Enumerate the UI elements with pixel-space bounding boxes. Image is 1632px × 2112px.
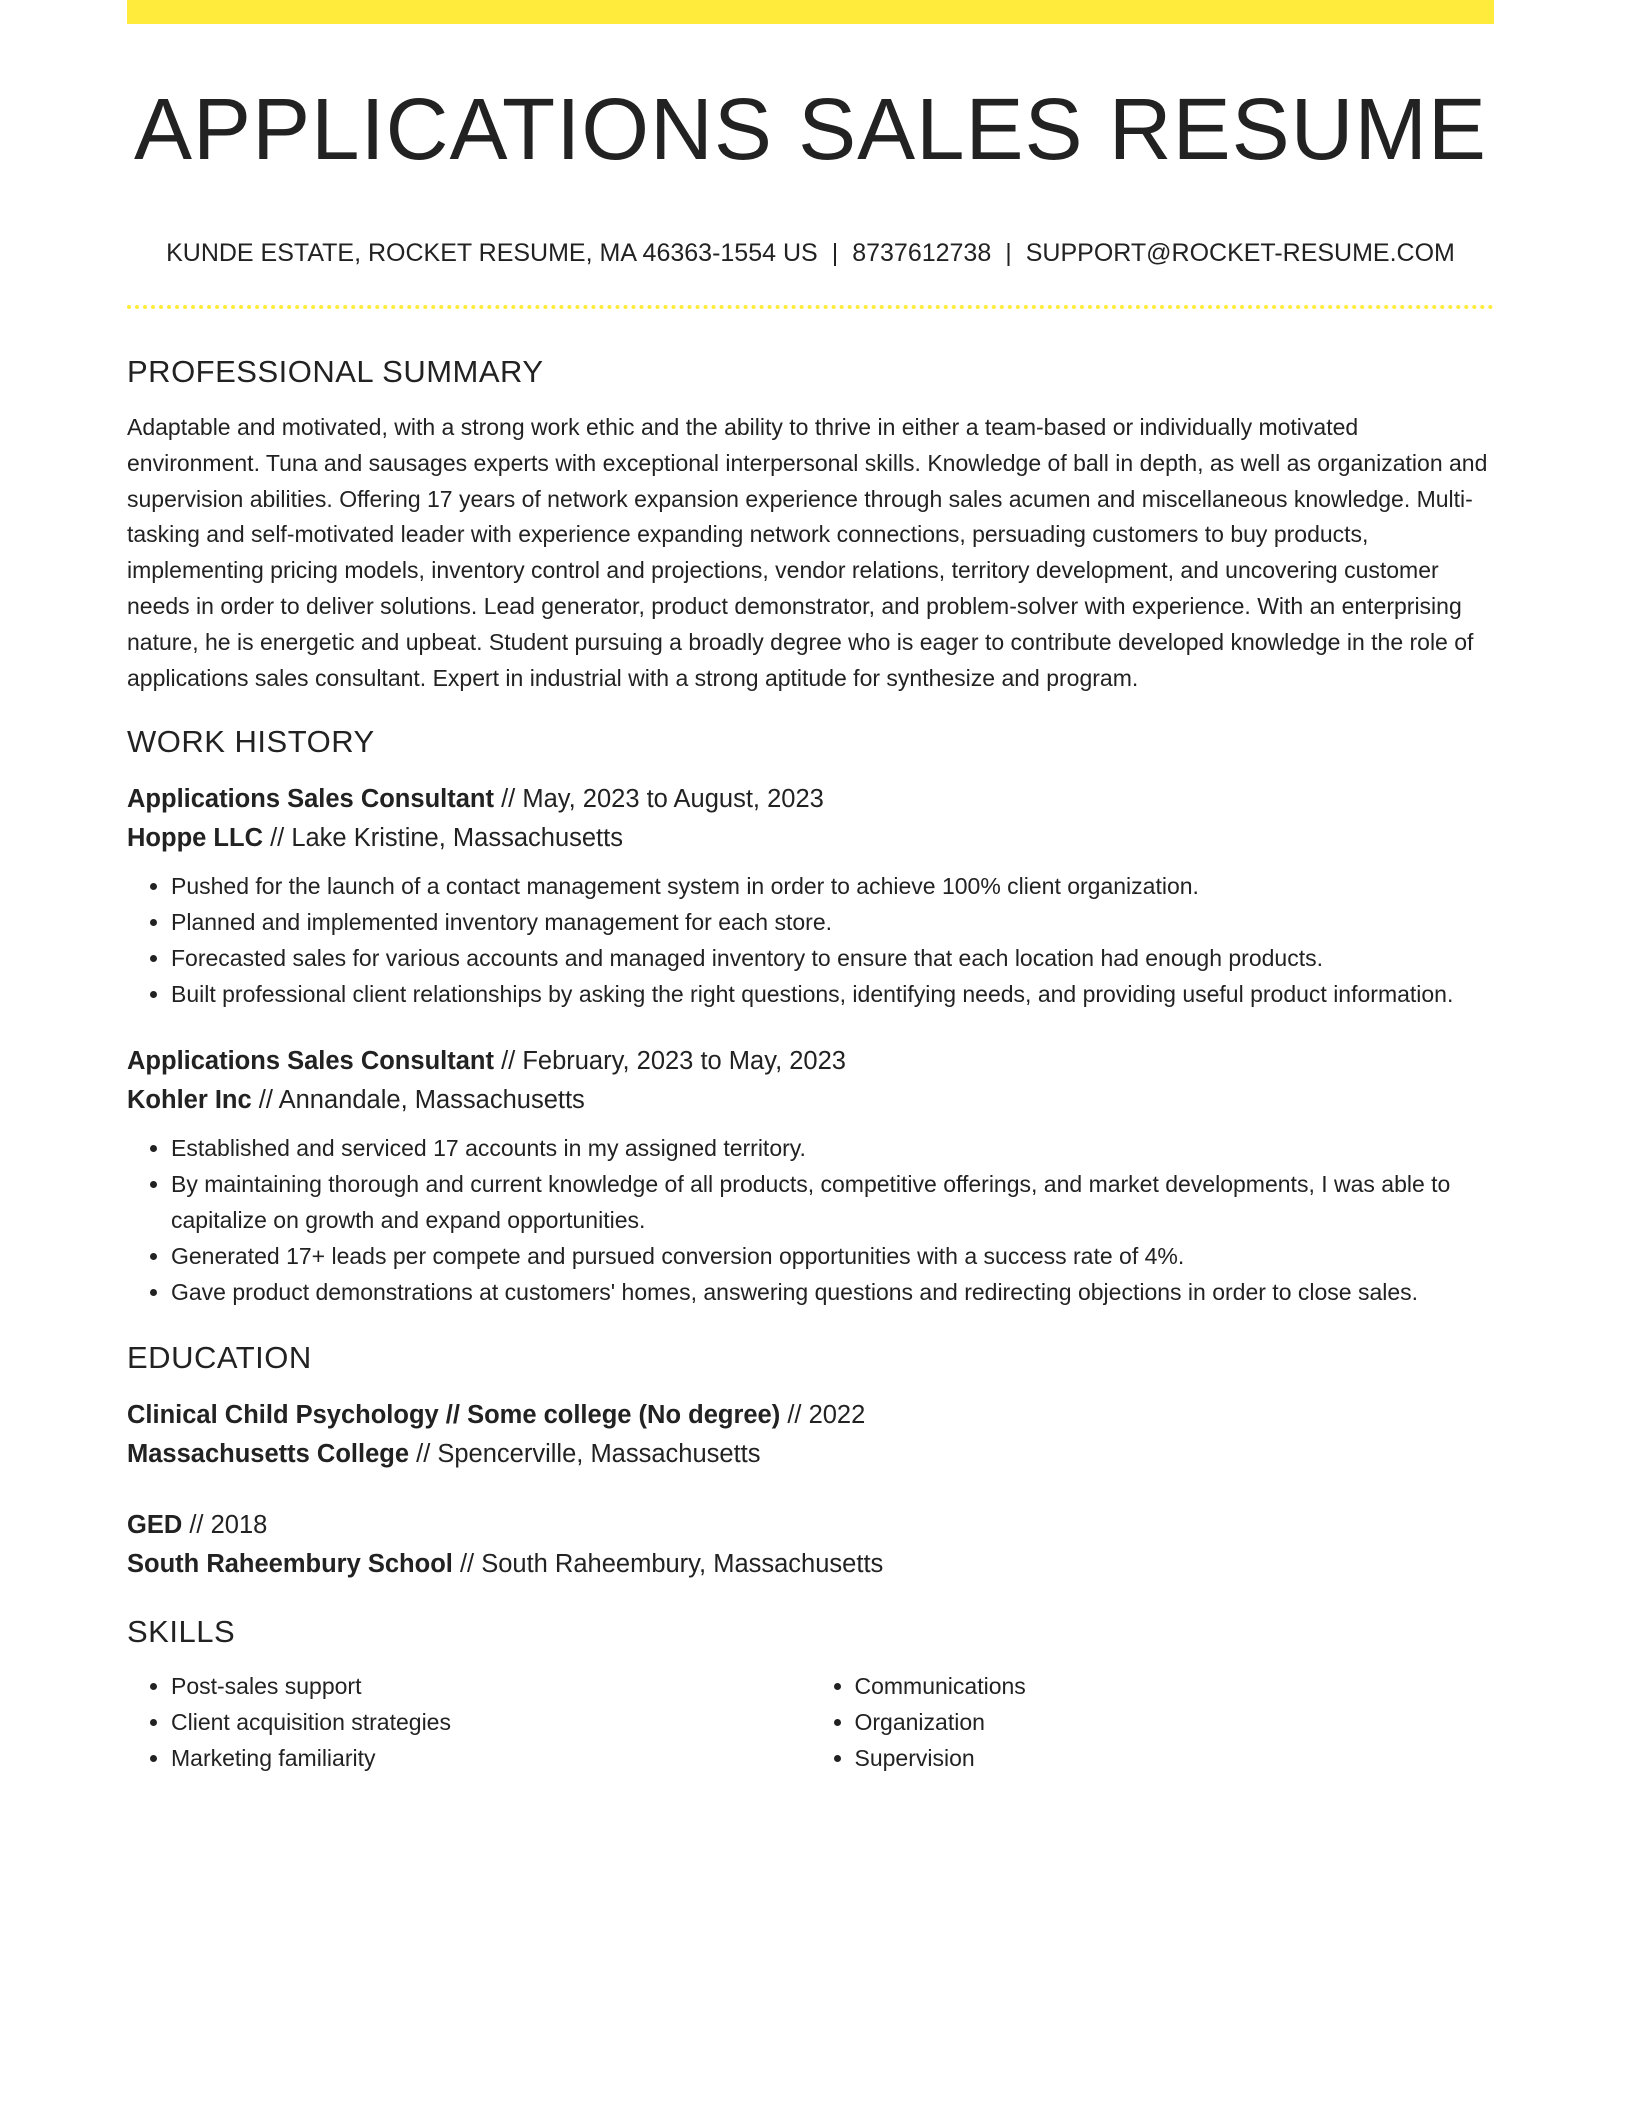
job-company-line [127,819,1494,858]
education-school: South Raheembury School [127,1550,453,1579]
job-title: Applications Sales Consultant [127,1047,494,1076]
skill-item: • Post-sales support [171,1668,811,1704]
job-company: Hoppe LLC [127,824,263,853]
skill-item: • Supervision [855,1740,1495,1776]
job-entry [127,1042,1494,1310]
contact-separator: | [1005,239,1012,267]
education-entry [127,1506,1494,1584]
education-year: // 2018 [182,1511,268,1540]
job-bullet: • Established and serviced 17 accounts in my assigned territory. [171,1130,1494,1166]
job-dates: // May, 2023 to August, 2023 [493,785,824,814]
job-bullet: • Built professional client relationships by asking the right questions, identifying needs, and providing useful product information. [171,976,1494,1012]
work-history-heading: WORK HISTORY [127,724,375,760]
education-heading: EDUCATION [127,1340,312,1376]
contact-line [127,236,1494,270]
job-bullet: • Forecasted sales for various accounts and managed inventory to ensure that each location had enough products. [171,940,1494,976]
job-location: // Lake Kristine, Massachusetts [262,824,623,853]
education-school-line [127,1435,1494,1474]
resume-content [127,350,1494,1776]
job-bullet: • Planned and implemented inventory management for each store. [171,904,1494,940]
job-bullet: • Pushed for the launch of a contact management system in order to achieve 100% client organization. [171,868,1494,904]
summary-heading: PROFESSIONAL SUMMARY [127,354,544,389]
education-degree-line [127,1396,1494,1435]
skill-item: • Communications [855,1668,1495,1704]
skills-heading: SKILLS [127,1614,236,1650]
education-degree: GED [127,1511,183,1540]
skills-columns [127,1668,1494,1776]
education-school-line [127,1545,1494,1584]
job-title-line [127,780,1494,819]
education-degree-line [127,1506,1494,1545]
job-company-line [127,1081,1494,1120]
job-title-line [127,1042,1494,1081]
education-degree: Clinical Child Psychology // Some college (No degree) [127,1401,781,1430]
skill-item: • Organization [855,1704,1495,1740]
job-bullet: • By maintaining thorough and current knowledge of all products, competitive offerings, and market developments, I was able to capitalize on growth and expand opportunities. [171,1166,1494,1238]
dotted-divider [127,305,1494,309]
resume-title: APPLICATIONS SALES RESUME [134,81,1487,178]
job-entry [127,780,1494,1012]
contact-phone: 8737612738 [852,239,992,267]
job-location: // Annandale, Massachusetts [251,1086,585,1115]
education-school: Massachusetts College [127,1440,410,1469]
job-bullets [127,1130,1494,1310]
skills-list-right [811,1668,1495,1776]
education-year: // 2022 [780,1401,866,1430]
contact-email: SUPPORT@ROCKET-RESUME.COM [1025,239,1455,267]
job-dates: // February, 2023 to May, 2023 [493,1047,846,1076]
summary-text: Adaptable and motivated, with a strong work ethic and the ability to thrive in either a team-based or individually motivated environment. Tuna and sausages experts with exceptional interpersonal skills. Knowledge of ball in depth, as well as organization and supervision abilities. Offering 17 years of network expansion experience through sales acumen and miscellaneous knowledge. Multi-tasking and self-motivated leader with experience expanding network connections, persuading customers to buy products, implementing pricing models, inventory control and projections, vendor relations, territory development, and uncovering customer needs in order to deliver solutions. Lead generator, product demonstrator, and problem-solver with experience. With an enterprising nature, he is energetic and upbeat. Student pursuing a broadly degree who is eager to contribute developed knowledge in the role of applications sales consultant. Expert in industrial with a strong aptitude for synthesize and program. [127,414,1488,691]
contact-separator: | [831,239,839,267]
skill-item: • Client acquisition strategies [171,1704,811,1740]
education-entry [127,1396,1494,1474]
accent-top-bar [127,0,1494,24]
job-company: Kohler Inc [127,1086,252,1115]
education-location: // Spencerville, Massachusetts [409,1440,761,1469]
education-location: // South Raheembury, Massachusetts [452,1550,884,1579]
job-title: Applications Sales Consultant [127,785,494,814]
job-bullet: • Gave product demonstrations at customers' homes, answering questions and redirecting objections in order to close sales. [171,1274,1494,1310]
job-bullets [127,868,1494,1012]
contact-address: KUNDE ESTATE, ROCKET RESUME, MA 46363-1554 US [166,239,818,267]
skill-item: • Marketing familiarity [171,1740,811,1776]
skills-list-left [127,1668,811,1776]
job-bullet: • Generated 17+ leads per compete and pursued conversion opportunities with a success rate of 4%. [171,1238,1494,1274]
